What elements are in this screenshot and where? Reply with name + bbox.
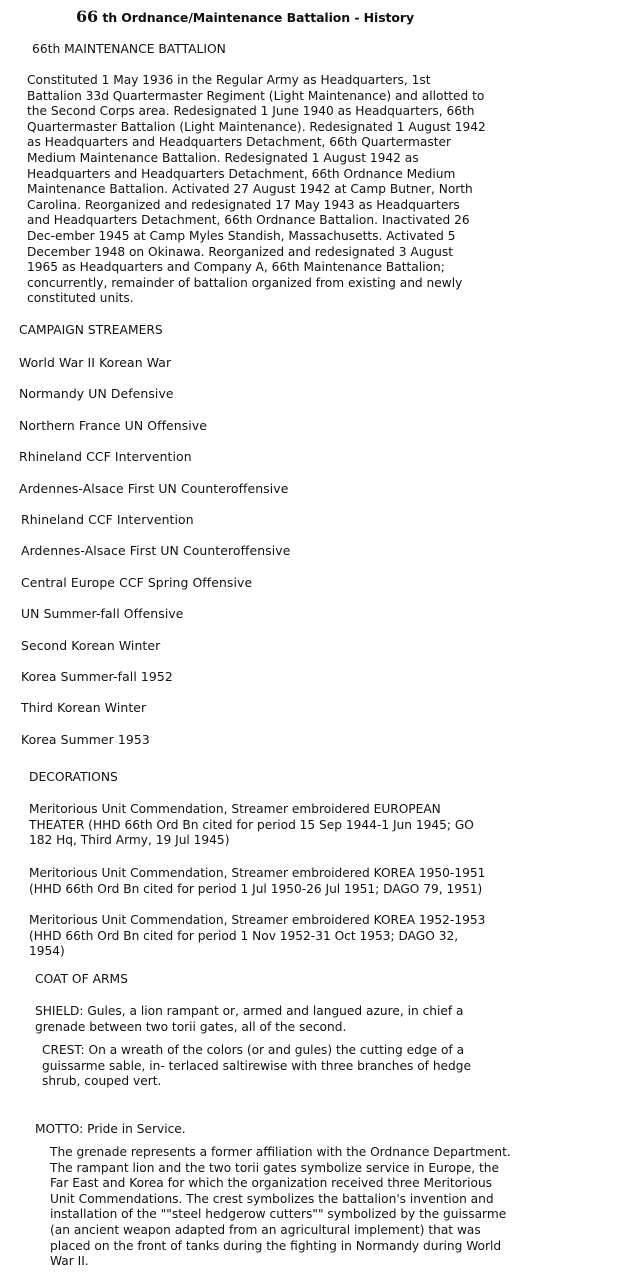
decoration-line: Meritorious Unit Commendation, Streamer embroidered KOREA 1950-1951	[29, 866, 486, 880]
lineage-line: concurrently, remainder of battalion organized from existing and newly	[27, 275, 463, 290]
crest-description	[42, 1043, 471, 1090]
symbolism-line: Far East and Korea for which the organization received three Meritorious	[50, 1176, 493, 1191]
campaign-streamer-item: Northern France UN Offensive	[19, 417, 207, 433]
decoration-line: 182 Hq, Third Army, 19 Jul 1945)	[29, 833, 230, 848]
campaign-streamer-item: Korea Summer-fall 1952	[21, 669, 173, 684]
shield-description	[35, 1004, 464, 1035]
decoration-line: THEATER (HHD 66th Ord Bn cited for period 15 Sep 1944-1 Jun 1945; GO	[29, 817, 474, 832]
page-title-text: th Ordnance/Maintenance Battalion - History	[98, 10, 415, 25]
decoration-line: (HHD 66th Ord Bn cited for period 1 Nov 1952-31 Oct 1953; DAGO 32,	[29, 928, 459, 943]
decoration-line: (HHD 66th Ord Bn cited for period 1 Jul 1950-26 Jul 1951; DAGO 79, 1951)	[29, 881, 483, 896]
crest-line: shrub, couped vert.	[42, 1074, 162, 1089]
lineage-line: Medium Maintenance Battalion. Redesignated 1 August 1942 as	[27, 150, 419, 165]
page-title	[76, 9, 414, 26]
lineage-line: Carolina. Reorganized and redesignated 17 May 1943 as Headquarters	[27, 197, 460, 212]
lineage-line: Quartermaster Battalion (Light Maintenance). Redesignated 1 August 1942	[27, 119, 486, 134]
campaign-streamer-item: Normandy UN Defensive	[19, 386, 174, 402]
shield-line: grenade between two torii gates, all of the second.	[35, 1019, 347, 1034]
campaign-streamer-item: UN Summer-fall Offensive	[21, 606, 184, 622]
campaign-streamer-item: Ardennes-Alsace First UN Counteroffensive	[19, 480, 289, 496]
campaign-streamer-item: Korea Summer 1953	[21, 731, 150, 747]
symbolism-line: The grenade represents a former affiliation with the Ordnance Department.	[50, 1145, 511, 1159]
crest-line: guissarme sable, in- terlaced saltirewise with three branches of hedge	[42, 1058, 472, 1073]
symbolism-line: installation of the ""steel hedgerow cutters"" symbolized by the guissarme	[50, 1207, 507, 1222]
symbolism-line: War II.	[50, 1254, 89, 1269]
lineage-line: constituted units.	[27, 291, 134, 306]
decoration-line: 1954)	[29, 944, 65, 959]
campaign-streamer-item: Second Korean Winter	[21, 637, 161, 653]
campaign-streamer-item: Ardennes-Alsace First UN Counteroffensive	[21, 543, 291, 559]
page-title-number: 66	[76, 7, 99, 26]
lineage-line: Maintenance Battalion. Activated 27 August 1942 at Camp Butner, North	[27, 182, 473, 197]
motto: MOTTO: Pride in Service.	[35, 1122, 186, 1136]
lineage-line: the Second Corps area. Redesignated 1 June 1940 as Headquarters, 66th	[27, 104, 475, 119]
campaign-streamer-item: Third Korean Winter	[21, 700, 147, 716]
symbolism-line: (an ancient weapon adapted from an agricultural implement) that was	[50, 1222, 481, 1237]
decoration-line: Meritorious Unit Commendation, Streamer embroidered KOREA 1952-1953	[29, 913, 486, 927]
symbolism-line: placed on the front of tanks during the fighting in Normandy during World	[50, 1238, 502, 1253]
coat-of-arms-heading: COAT OF ARMS	[35, 972, 128, 986]
symbolism-line: Unit Commendations. The crest symbolizes the battalion's invention and	[50, 1191, 494, 1206]
lineage-line: and Headquarters Detachment, 66th Ordnance Battalion. Inactivated 26	[27, 213, 470, 228]
decoration-item	[29, 913, 485, 960]
shield-line: SHIELD: Gules, a lion rampant or, armed and langued azure, in chief a	[35, 1004, 464, 1018]
lineage-paragraph	[27, 73, 486, 307]
decorations-heading: DECORATIONS	[29, 770, 118, 784]
campaign-streamer-item: World War II Korean War	[19, 355, 172, 370]
decoration-line: Meritorious Unit Commendation, Streamer embroidered EUROPEAN	[29, 802, 441, 816]
symbolism-paragraph	[50, 1145, 511, 1270]
crest-line: CREST: On a wreath of the colors (or and gules) the cutting edge of a	[42, 1043, 465, 1057]
lineage-line: 1965 as Headquarters and Company A, 66th Maintenance Battalion;	[27, 260, 445, 275]
campaign-streamer-item: Rhineland CCF Intervention	[21, 512, 194, 527]
lineage-line: December 1948 on Okinawa. Reorganized and redesignated 3 August	[27, 244, 454, 259]
lineage-line: Headquarters and Headquarters Detachment, 66th Ordnance Medium	[27, 166, 456, 181]
decoration-item	[29, 802, 474, 849]
symbolism-line: The rampant lion and the two torii gates symbolize service in Europe, the	[50, 1160, 499, 1175]
campaign-streamer-item: Central Europe CCF Spring Offensive	[21, 574, 253, 590]
lineage-line: as Headquarters and Headquarters Detachment, 66th Quartermaster	[27, 135, 452, 150]
unit-heading: 66th MAINTENANCE BATTALION	[32, 42, 226, 56]
lineage-line: Battalion 33d Quartermaster Regiment (Light Maintenance) and allotted to	[27, 88, 485, 103]
decoration-item	[29, 866, 485, 897]
campaign-streamer-item: Rhineland CCF Intervention	[19, 449, 192, 465]
lineage-line: Dec-ember 1945 at Camp Myles Standish, Massachusetts. Activated 5	[27, 228, 456, 243]
campaign-streamers-heading: CAMPAIGN STREAMERS	[19, 323, 163, 337]
lineage-line: Constituted 1 May 1936 in the Regular Army as Headquarters, 1st	[27, 73, 431, 87]
